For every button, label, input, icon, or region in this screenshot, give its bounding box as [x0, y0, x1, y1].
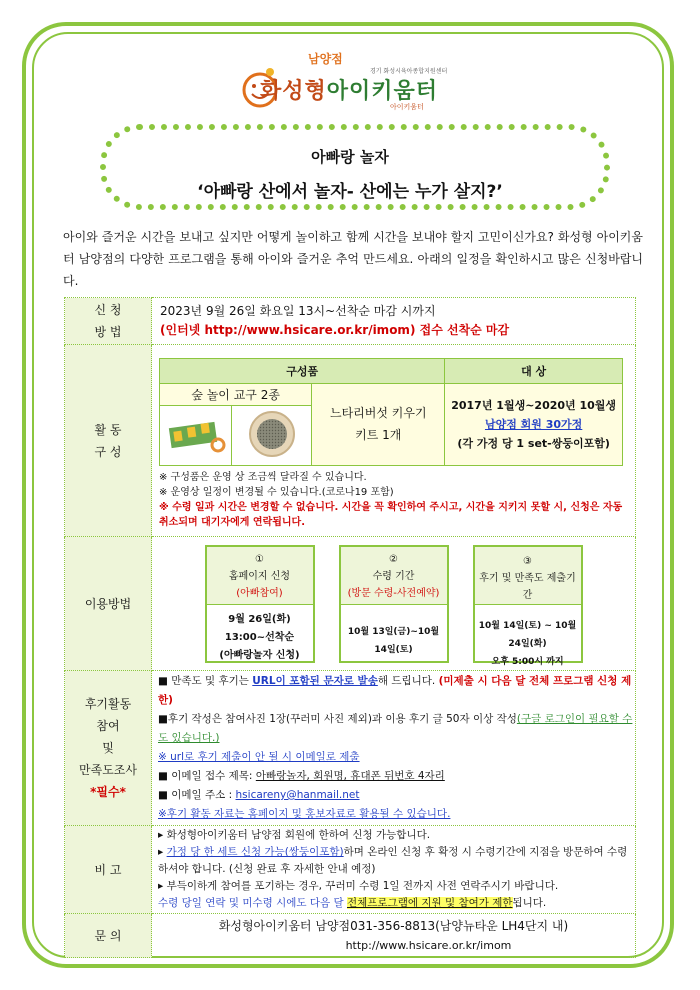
remarks-line2: ▸ 가정 당 한 세트 신청 가능(쌍둥이포함)하며 온라인 신청 후 확정 시 수령기간에 지점을 방문하여 수령하셔야 합니다. (신청 완료 후 자세한 안내 예정)	[158, 846, 628, 875]
logo-branch: 남양점	[308, 52, 343, 66]
items-table	[159, 358, 623, 466]
step-3-num: ③	[523, 555, 532, 567]
review-line4: ■ 이메일 접수 제목: 아빠랑놀자, 회원명, 휴대폰 뒤번호 4자리	[158, 770, 445, 782]
target-cell	[445, 383, 623, 465]
logo-sub: 아이키움터	[390, 103, 424, 111]
target-header: 대 상	[445, 358, 623, 383]
review-content	[152, 671, 636, 826]
items-header: 구성품	[160, 358, 445, 383]
logo-name-part1: 화성형	[260, 79, 327, 104]
apply-content	[152, 298, 636, 345]
step-2	[339, 545, 449, 663]
contact-line1: 화성형아이키움터 남양점031-356-8813(남양뉴타운 LH4단지 내)	[218, 918, 569, 933]
apply-label: 신 청 방 법	[65, 298, 152, 345]
usage-label: 이용방법	[65, 537, 152, 671]
target-line2: 남양점 회원 30가정	[484, 417, 583, 431]
step-3	[473, 545, 583, 667]
item2: 느타리버섯 키우기 키트 1개	[312, 383, 445, 465]
toy1-image	[160, 405, 232, 465]
step-3-time: 오후 5:00시 까지	[491, 656, 564, 667]
step-1-note: (아빠랑놀자 신청)	[219, 649, 300, 661]
remarks-line3: ▸ 부득이하게 참여를 포기하는 경우, 꾸러미 수령 1일 전까지 사전 연락주시기 바랍니다.	[158, 880, 559, 892]
logo	[240, 52, 470, 118]
logo-tagline: 경기 화성시육아종합지원센터	[370, 68, 448, 75]
review-line3: ※ url로 후기 제출이 안 될 시 이메일로 제출	[158, 751, 360, 763]
step-2-date: 10월 13일(금)~10월 14일(토)	[347, 626, 440, 655]
usage-steps	[152, 537, 636, 671]
activity-content	[152, 345, 636, 537]
target-line1: 2017년 1월생~2020년 10월생	[451, 398, 617, 412]
apply-line2: (인터넷 http://www.hsicare.or.kr/imom) 접수 선착순 마감	[160, 323, 510, 337]
magnifier-toy-icon	[238, 408, 306, 460]
contact-url[interactable]: http://www.hsicare.or.kr/imom	[345, 938, 512, 952]
step-1-date: 9월 26일(화)	[228, 613, 291, 625]
step-1-title: 홈페이지 신청	[228, 570, 291, 582]
step-3-date: 10월 14일(토) ~ 10월 24일(화)	[478, 620, 577, 649]
step-1-time: 13:00~선착순	[224, 631, 295, 643]
review-line5: ■ 이메일 주소 : hsicareny@hanmail.net	[158, 789, 360, 801]
review-label: 후기활동 참여 및 만족도조사 *필수*	[65, 671, 152, 826]
forest-toy-icon	[166, 411, 226, 457]
note2: ※ 운영상 일정이 변경될 수 있습니다.(코로나19 포함)	[159, 486, 394, 498]
step-2-sub: (방문 수령-사전예약)	[347, 587, 440, 599]
contact-content	[152, 914, 636, 958]
note3: ※ 수령 일과 시간은 변경할 수 없습니다. 시간을 꼭 확인하여 주시고, 시간을 지키지 못할 시, 신청은 자동 취소되며 대기자에게 연락됩니다.	[159, 501, 623, 528]
review-line2: ■후기 작성은 참여사진 1장(꾸러미 사진 제외)과 이용 후기 글 50자 이상 작성(구글 로그인이 필요할 수도 있습니다.)	[158, 713, 633, 744]
step-2-title: 수령 기간	[372, 570, 415, 582]
intro-text: 아이와 즐거운 시간을 보내고 싶지만 어떻게 놀이하고 함께 시간을 보내야 할지 고민이신가요? 화성형 아이키움터 남양점의 다양한 프로그램을 통해 아이와 즐거운 추억 만드세요. 아래의 일정을 확인하시고 많은 신청바랍니다.	[63, 230, 643, 288]
apply-line1: 2023년 9월 26일 화요일 13시~선착순 마감 시까지	[160, 304, 436, 318]
note1: ※ 구성품은 운영 상 조금씩 달라질 수 있습니다.	[159, 471, 367, 483]
email-link[interactable]: hsicareny@hanmail.net	[235, 789, 360, 801]
logo-name-part2: 아이키움터	[326, 79, 439, 104]
step-1-num: ①	[255, 553, 264, 565]
title-line2: ‘아빠랑 산에서 놀자- 산에는 누가 살지?’	[197, 182, 503, 202]
target-line3: (각 가정 당 1 set-쌍둥이포함)	[457, 436, 610, 450]
review-line1: ■ 만족도 및 후기는 URL이 포함된 문자로 발송해 드립니다. (미제출 시 다음 달 전체 프로그램 신청 제한)	[158, 675, 632, 706]
toy2-image	[232, 405, 312, 465]
step-3-title: 후기 및 만족도 제출기간	[479, 572, 576, 601]
step-1-sub: (아빠참여)	[236, 587, 283, 599]
remarks-line4: 수령 당일 연락 및 미수령 시에도 다음 달 전체프로그램에 지원 및 참여가 제한됩니다.	[158, 897, 547, 909]
logo-name	[260, 74, 438, 105]
required-badge: *필수*	[90, 785, 126, 799]
title-line1: 아빠랑 놀자	[311, 148, 389, 166]
remarks-line1: ▸ 화성형아이키움터 남양점 회원에 한하여 신청 가능합니다.	[158, 829, 431, 841]
info-table	[64, 297, 636, 958]
review-line6: ※후기 활동 자료는 홈페이지 및 홍보자료로 활용될 수 있습니다.	[158, 808, 451, 820]
activity-label: 활 동 구 성	[65, 345, 152, 537]
item1-label: 숲 놀이 교구 2종	[160, 383, 312, 405]
step-1	[205, 545, 315, 663]
remarks-label: 비 고	[65, 826, 152, 914]
step-2-num: ②	[389, 553, 398, 565]
remarks-content	[152, 826, 636, 914]
contact-label: 문 의	[65, 914, 152, 958]
